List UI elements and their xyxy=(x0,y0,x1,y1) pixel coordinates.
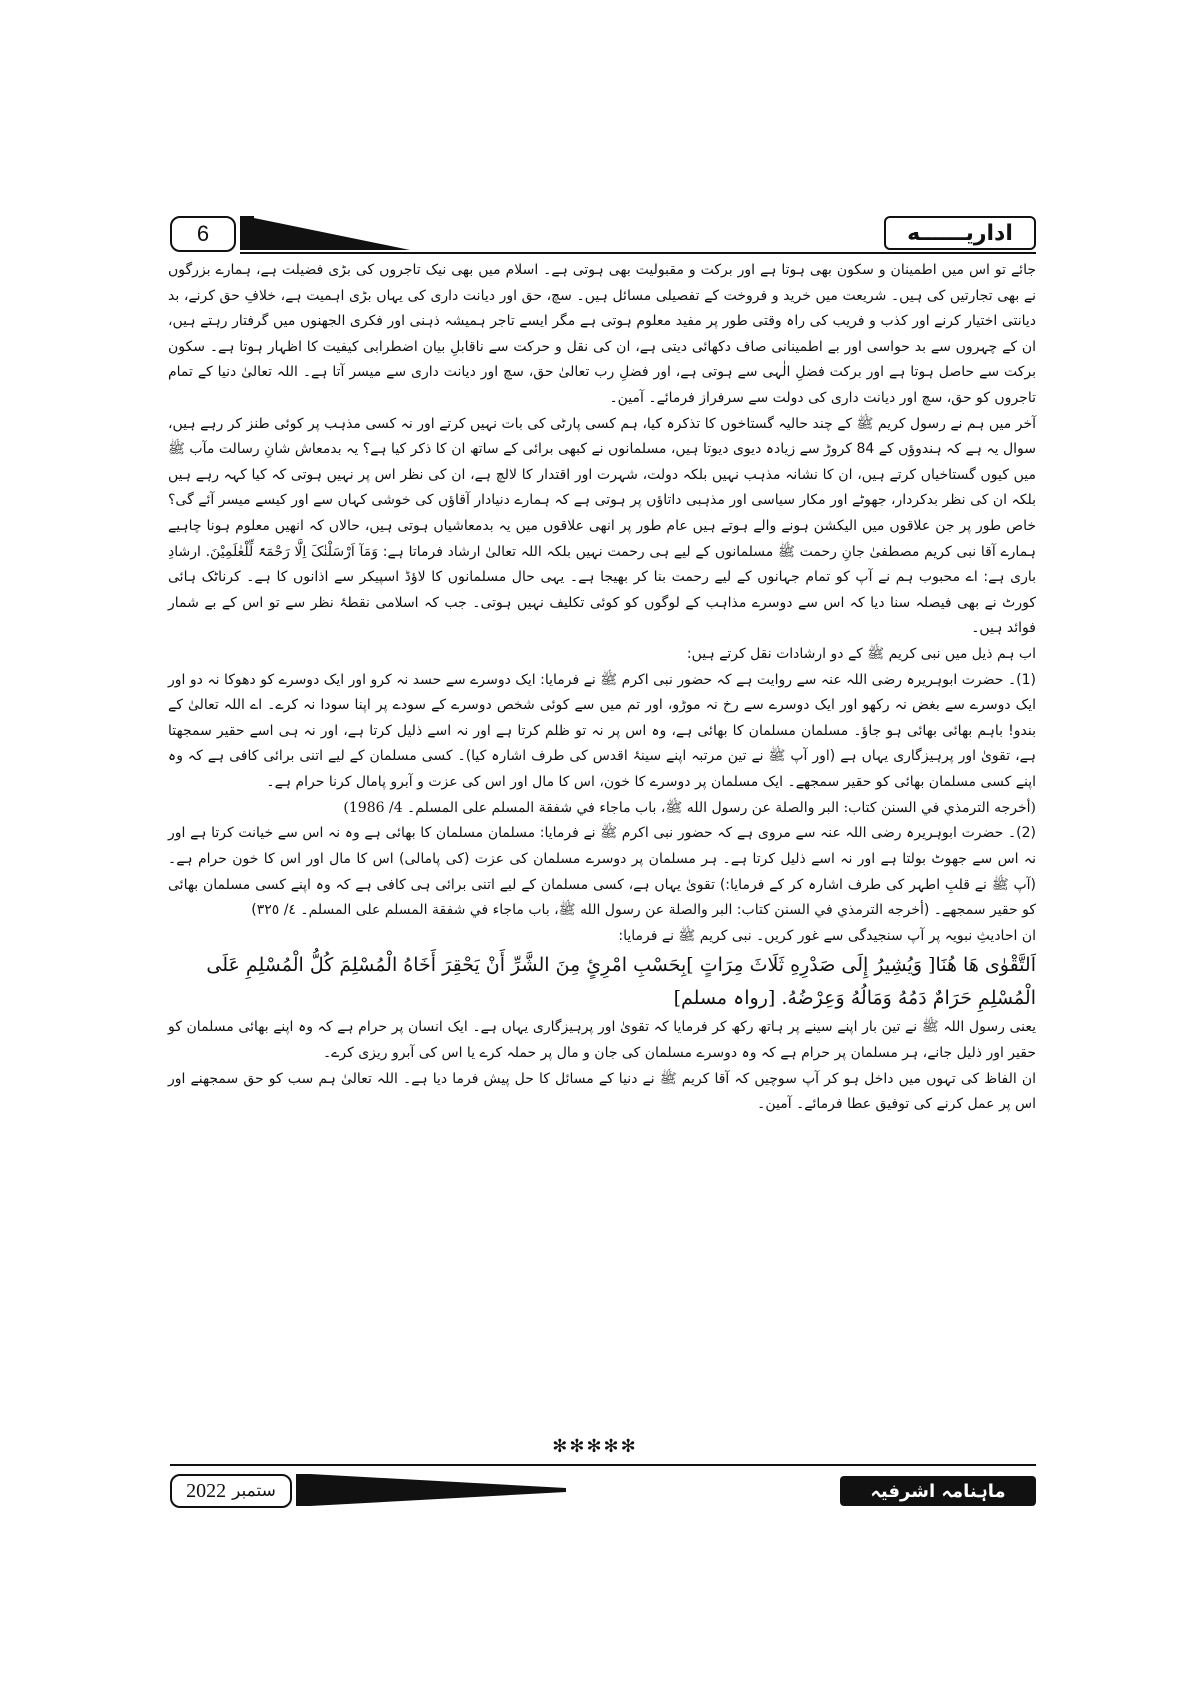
footer-arrow-ornament xyxy=(296,1474,566,1508)
issue-year: 2022 xyxy=(186,1479,227,1502)
footer-rule xyxy=(170,1464,1036,1466)
article-body xyxy=(168,258,1036,1118)
paragraph: اب ہم ذیل میں نبی کریم ﷺ کے دو ارشادات نقل کرتے ہیں: xyxy=(686,645,1036,662)
issue-date xyxy=(170,1474,292,1508)
header-arrow-ornament xyxy=(240,216,410,254)
page-header xyxy=(170,216,1036,254)
issue-month: ستمبر xyxy=(232,1481,276,1501)
hadith-reference: (أخرجه الترمذي في السنن كتاب: البر والصلة عن رسول الله ﷺ، باب ماجاء في شفقة المسلم على المسلم۔ 4/ 1986) xyxy=(343,800,1036,817)
paragraph: یعنی رسول اللہ ﷺ نے تین بار اپنے سینے پر ہاتھ رکھ کر فرمایا کہ تقویٰ اور پرہیزگاری یہاں ہے۔ ایک انسان پر حرام ہے کہ وہ اپنے بھائی مسلمان کو حقیر اور ذلیل جانے، ہر مسلمان پر حرام ہے کہ وہ دوسرے مسلمان کی جان و مال پر حملہ کرے یا اس کی آبرو ریزی کرے۔ xyxy=(168,1019,1036,1062)
hadith-1: (1)۔ حضرت ابوہریرہ رضی اللہ عنہ سے روایت ہے کہ حضور نبی اکرم ﷺ نے فرمایا: ایک دوسرے سے حسد نہ کرو اور ایک دوسرے کو دھوکا نہ دو اور ایک دوسرے سے بغض نہ رکھو اور ایک دوسرے سے رخ نہ موڑو، اور تم میں سے کوئی شخص دوسرے کے سودے پر اپنا سودا نہ کرے۔ اے اللہ تعالیٰ کے بندو! باہم بھائی بھائی ہو جاؤ۔ مسلمان مسلمان کا بھائی ہے، وہ اس پر نہ تو ظلم کرتا ہے اور نہ اسے ذلیل کرتا ہے، اور نہ ہی اسے حقیر سمجھتا ہے، تقویٰ اور پرہیزگاری یہاں ہے (اور آپ ﷺ نے تین مرتبہ اپنے سینۂ اقدس کی طرف اشارہ کیا)۔ کسی مسلمان کے لیے اتنی برائی کافی ہے کہ وہ اپنے کسی مسلمان بھائی کو حقیر سمجھے۔ ایک مسلمان پر دوسرے کا خون، اس کا مال اور اس کی عزت و آبرو پامال کرنا حرام ہے۔ xyxy=(168,671,1036,790)
paragraph: ان احادیثِ نبویہ پر آپ سنجیدگی سے غور کریں۔ نبی کریم ﷺ نے فرمایا: xyxy=(618,927,1036,944)
header-rule xyxy=(240,252,1036,254)
section-divider-stars: ✻✻✻✻✻ xyxy=(552,1436,638,1457)
section-title xyxy=(884,216,1036,250)
paragraph: ان الفاظ کی تہوں میں داخل ہو کر آپ سوچیں کہ آقا کریم ﷺ نے دنیا کے مسائل کا حل پیش فرما دیا ہے۔ اللہ تعالیٰ ہم سب کو حق سمجھنے اور اس پر عمل کرنے کی توفیق عطا فرمائے۔ آمین۔ xyxy=(168,1070,1036,1113)
section-title-text: اداریــــــه xyxy=(903,221,1017,246)
paragraph: آخر میں ہم نے رسول کریم ﷺ کے چند حالیہ گستاخوں کا تذکرہ کیا، ہم کسی پارٹی کی بات نہیں کرتے اور نہ کسی مذہب پر کوئی طنز کر رہے ہیں، سوال یہ ہے کہ ہندوؤں کے 84 کروڑ سے زیادہ دیوی دیوتا ہیں، مسلمانوں نے کبھی برائی کے ساتھ ان کا ذکر کیا ہے؟ یہ بدمعاش شانِ رسالت مآب ﷺ میں کیوں گستاخیاں کرتے ہیں، ان کا نشانہ مذہب نہیں بلکہ دولت، شہرت اور اقتدار کا لالچ ہے، ان کی نظر اس پر نہیں ہوتی کہ کیا کہہ رہے ہیں بلکہ ان کی نظر بدکردار، جھوٹے اور مکار سیاسی اور مذہبی داتاؤں پر ہوتی ہے کہ ہمارے دنیادار آقاؤں کی خوشی کہاں سے اور کیسے میسر آئے گی؟ خاص طور پر جن علاقوں میں الیکشن ہونے والے ہوتے ہیں عام طور پر انھی علاقوں میں یہ بدمعاشیاں ہوتی ہیں، حالاں کہ انھیں معلوم ہونا چاہیے ہمارے آقا نبی کریم مصطفیٰ جانِ رحمت ﷺ مسلمانوں کے لیے ہی رحمت نہیں بلکہ اللہ تعالیٰ ارشاد فرماتا ہے: وَمَآ اَرْسَلْنٰکَ اِلَّا رَحْمَۃً لِّلْعٰلَمِیْنَ. ارشادِ باری ہے: اے محبوب ہم نے آپ کو تمام جہانوں کے لیے رحمت بنا کر بھیجا ہے۔ یہی حال مسلمانوں کا لاؤڈ اسپیکر سے اذانوں کا ہے۔ کرناٹک ہائی کورٹ نے بھی فیصلہ سنا دیا کہ اس سے دوسرے مذاہب کے لوگوں کو کوئی تکلیف نہیں ہوتی۔ جب کہ اسلامی نقطۂ نظر سے تو اس کے بے شمار فوائد ہیں۔ xyxy=(168,415,1037,637)
page-number: 6 xyxy=(170,216,236,252)
magazine-name: ماہنامہ اشرفیہ xyxy=(840,1476,1036,1506)
hadith-2: (2)۔ حضرت ابوہریرہ رضی اللہ عنہ سے مروی ہے کہ حضور نبی اکرم ﷺ نے فرمایا: مسلمان مسلمان کا بھائی ہے وہ نہ اس سے خیانت کرتا ہے اور نہ اس سے جھوٹ بولتا ہے اور نہ اسے ذلیل کرتا ہے۔ ہر مسلمان پر دوسرے مسلمان کی عزت (کی پامالی) اس کا مال اور اس کا خون حرام ہے۔ (آپ ﷺ نے قلبِ اطہر کی طرف اشارہ کر کے فرمایا:) تقویٰ یہاں ہے، کسی مسلمان کے لیے اتنی برائی ہی کافی ہے کہ وہ اپنے کسی مسلمان بھائی کو حقیر سمجھے۔ (أخرجه الترمذي في السنن كتاب: البر والصلة عن رسول الله ﷺ، باب ماجاء في شفقة المسلم على المسلم۔ ٤/ ٣٢٥) xyxy=(168,825,1036,919)
page-footer xyxy=(170,1464,1036,1514)
paragraph: جائے تو اس میں اطمینان و سکون بھی ہوتا ہے اور برکت و مقبولیت بھی ہوتی ہے۔ اسلام میں بھی نیک تاجروں کی بڑی فضیلت ہے، ہمارے بزرگوں نے بھی تجارتیں کی ہیں۔ شریعت میں خرید و فروخت کے تفصیلی مسائل ہیں۔ سچ، حق اور دیانت داری کی یہاں بڑی اہمیت ہے، خلافِ حق کرنے، بد دیانتی اختیار کرنے اور کذب و فریب کی راہ وقتی طور پر مفید معلوم ہوتی ہے مگر ایسے تاجر ہمیشہ ذہنی اور فکری الجھنوں میں گرفتار رہتے ہیں، ان کے چہروں سے بد حواسی اور بے اطمینانی صاف دکھائی دیتی ہے، ان کی نقل و حرکت سے ناقابلِ بیان اضطرابی کیفیت کا اظہار ہوتا ہے۔ سکون برکت سے حاصل ہوتا ہے اور برکت فضلِ الٰہی سے ہوتی ہے، اور فضلِ رب تعالیٰ حق، سچ اور دیانت داری سے میسر آتا ہے۔ اللہ تعالیٰ دنیا کے تمام تاجروں کو حق، سچ اور دیانت داری کی دولت سے سرفراز فرمائے۔ آمین۔ xyxy=(168,262,1036,406)
arabic-hadith: اَلتَّقْوٰی هَا هُنَا[ وَيُشِيرُ إِلَى صَدْرِهِ ثَلَاثَ مِرَاتٍ ]بِحَسْبِ امْرِئٍ مِنَ الشَّرِّ أَنْ يَحْقِرَ أَخَاهُ الْمُسْلِمَ كُلُّ الْمُسْلِمِ عَلَى الْمُسْلِمِ حَرَامٌ دَمُهُ وَمَالُهُ وَعِرْضُهُ. [رواہ مسلم] xyxy=(206,954,1036,1010)
